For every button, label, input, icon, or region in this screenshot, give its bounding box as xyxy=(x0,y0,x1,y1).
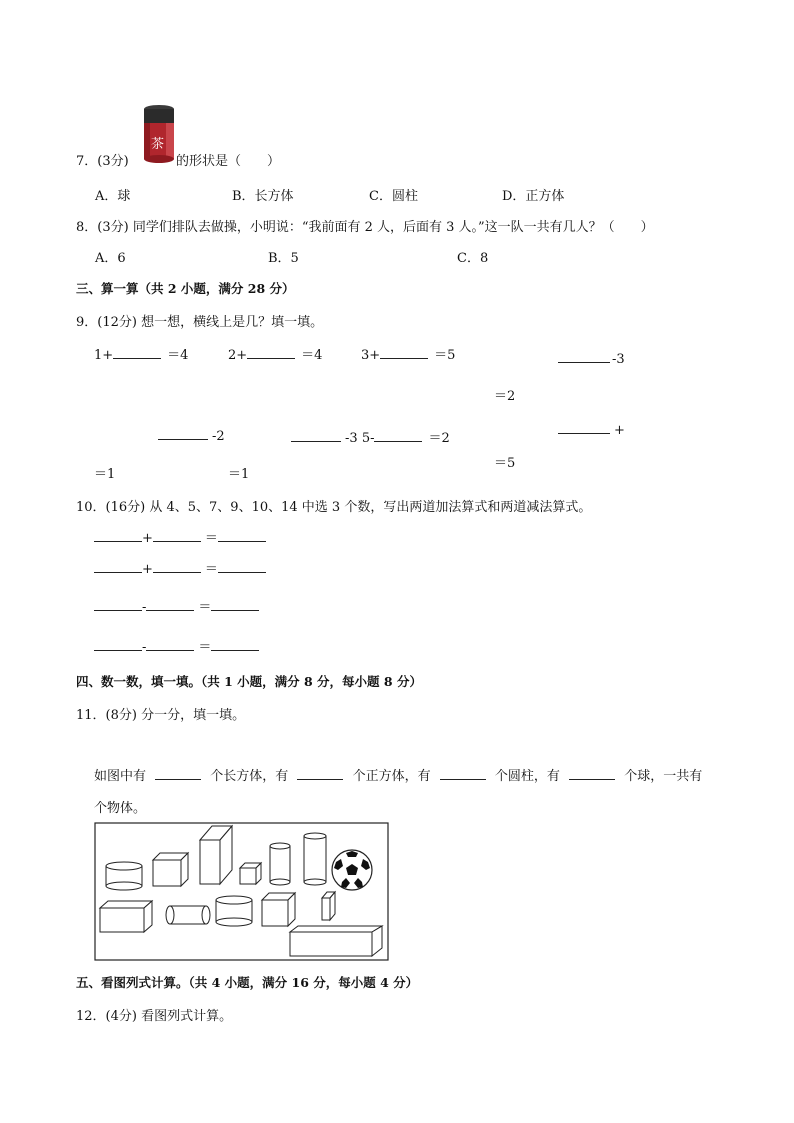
cube-icon xyxy=(262,893,295,926)
q9-eq-8-result: ＝5 xyxy=(494,456,516,471)
q7-option-a: A．球 xyxy=(95,189,131,204)
q11-line-2: 个物体。 xyxy=(94,801,147,816)
answer-blank[interactable] xyxy=(440,767,486,780)
q9-eq-5-result: ＝1 xyxy=(94,467,116,482)
cuboid-icon xyxy=(100,901,152,932)
tea-can-label: 茶 xyxy=(151,137,165,152)
answer-blank[interactable] xyxy=(155,767,201,780)
q7-option-c: C．圆柱 xyxy=(369,189,418,204)
q12-text: 12．(4分) 看图列式计算。 xyxy=(76,1009,233,1024)
answer-blank[interactable] xyxy=(569,767,615,780)
cuboid-icon xyxy=(322,892,335,920)
tea-can-icon xyxy=(142,103,178,165)
q8-option-c: C．8 xyxy=(457,251,489,266)
q9-eq-5: -2 xyxy=(158,427,225,444)
q8-option-a: A．6 xyxy=(95,251,126,266)
cylinder-icon xyxy=(106,862,142,890)
cube-icon xyxy=(153,853,188,886)
q11-text: 11．(8分) 分一分，填一填。 xyxy=(76,708,246,723)
answer-blank[interactable] xyxy=(146,638,194,651)
q9-eq-1: 1+ ＝4 xyxy=(94,348,189,363)
answer-blank[interactable] xyxy=(153,529,201,542)
q8-option-b: B．5 xyxy=(268,251,299,266)
answer-blank[interactable] xyxy=(247,346,295,359)
q7-option-b: B．长方体 xyxy=(232,189,294,204)
soccer-ball-icon xyxy=(332,850,372,890)
q10-line-2: + ＝ xyxy=(94,558,266,577)
q9-eq-6-result: ＝1 xyxy=(228,467,250,482)
answer-blank[interactable] xyxy=(291,429,341,442)
cuboid-icon xyxy=(290,926,382,956)
section-5-title: 五、看图列式计算。（共 4 小题，满分 16 分，每小题 4 分） xyxy=(76,975,419,990)
answer-blank[interactable] xyxy=(558,350,610,363)
q9-eq-6: -3 5- ＝2 xyxy=(291,427,450,446)
answer-blank[interactable] xyxy=(153,560,201,573)
answer-blank[interactable] xyxy=(113,346,161,359)
q10-line-3: - ＝ xyxy=(94,596,259,615)
answer-blank[interactable] xyxy=(218,560,266,573)
answer-blank[interactable] xyxy=(158,427,208,440)
cube-icon xyxy=(240,863,261,884)
answer-blank[interactable] xyxy=(211,638,259,651)
q7-suffix: 的形状是（ ） xyxy=(176,154,281,169)
cylinder-icon xyxy=(166,906,210,924)
answer-blank[interactable] xyxy=(218,529,266,542)
q9-eq-4: -3 xyxy=(558,350,625,367)
q9-eq-2: 2+ ＝4 xyxy=(228,348,323,363)
answer-blank[interactable] xyxy=(211,598,259,611)
q11-line-1: 如图中有 个长方体，有 个正方体，有 个圆柱，有 个球，一共有 xyxy=(94,769,703,784)
cylinder-icon xyxy=(216,896,252,926)
answer-blank[interactable] xyxy=(374,429,422,442)
q7-prefix: 7．(3分) xyxy=(76,154,129,169)
answer-blank[interactable] xyxy=(146,598,194,611)
answer-blank[interactable] xyxy=(297,767,343,780)
answer-blank[interactable] xyxy=(94,529,142,542)
answer-blank[interactable] xyxy=(380,346,428,359)
q8-text: 8．(3分) 同学们排队去做操，小明说：“我前面有 2 人，后面有 3 人。”这一队一共有几人？（ ） xyxy=(76,220,654,235)
cuboid-icon xyxy=(200,826,232,884)
q10-line-4: - ＝ xyxy=(94,636,259,655)
answer-blank[interactable] xyxy=(94,598,142,611)
answer-blank[interactable] xyxy=(558,421,610,434)
section-4-title: 四、数一数，填一填。（共 1 小题，满分 8 分，每小题 8 分） xyxy=(76,674,422,689)
section-3-title: 三、算一算（共 2 小题，满分 28 分） xyxy=(76,281,295,296)
q10-text: 10．(16分) 从 4、5、7、9、10、14 中选 3 个数，写出两道加法算式和两道减法算式。 xyxy=(76,500,592,515)
cylinder-icon xyxy=(304,833,326,885)
q7-option-d: D．正方体 xyxy=(502,189,565,204)
answer-blank[interactable] xyxy=(94,560,142,573)
answer-blank[interactable] xyxy=(94,638,142,651)
q9-eq-4-result: ＝2 xyxy=(494,389,516,404)
q9-eq-3: 3+ ＝5 xyxy=(361,348,456,363)
q10-line-1: + ＝ xyxy=(94,527,266,546)
q9-eq-8: + xyxy=(558,421,625,438)
q9-text: 9．(12分) 想一想，横线上是几？填一填。 xyxy=(76,315,324,330)
cylinder-icon xyxy=(270,843,290,885)
shapes-figure xyxy=(94,822,390,962)
